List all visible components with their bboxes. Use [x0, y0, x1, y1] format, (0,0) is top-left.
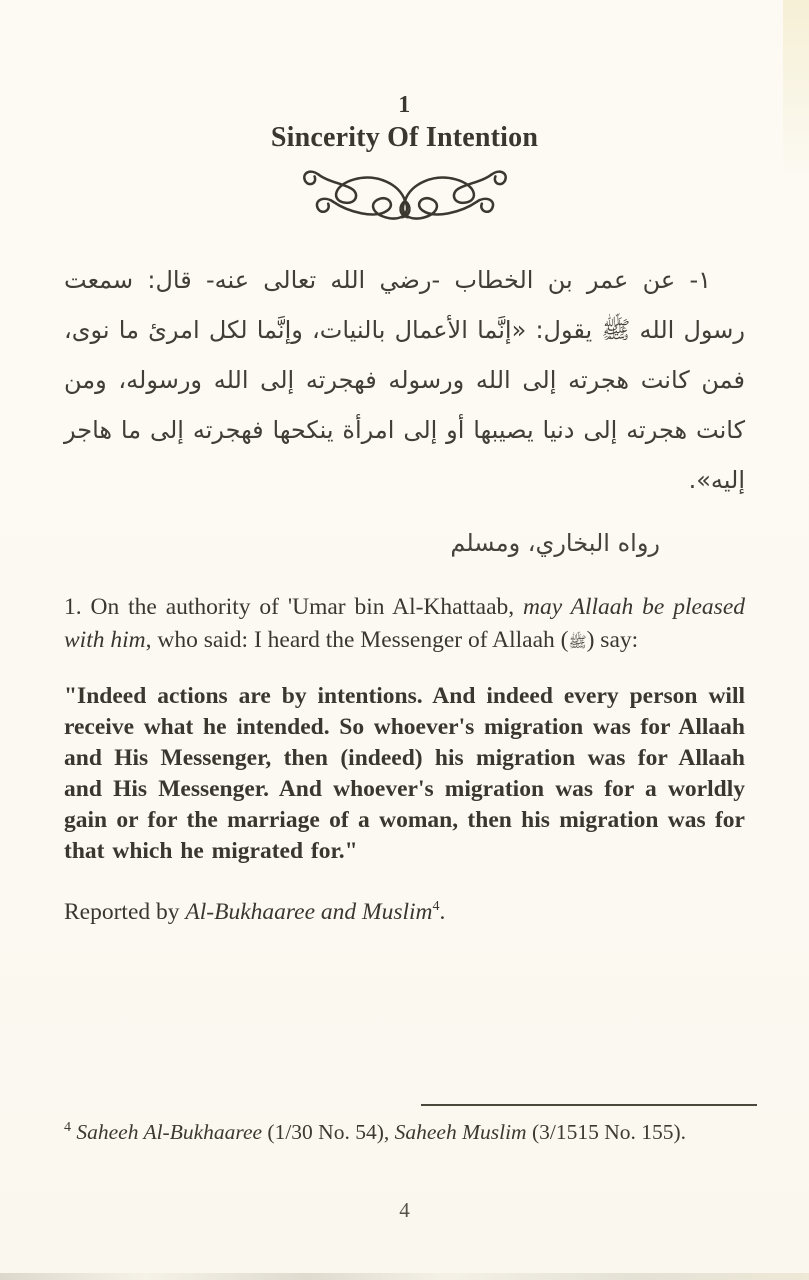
english-reported-by: Reported by Al-Bukhaaree and Muslim$^4$.	[64, 898, 446, 925]
chapter-number: 1	[398, 92, 411, 118]
footnote-divider	[421, 1104, 757, 1106]
english-narration-intro: 1. On the authority of 'Umar bin Al-Khattaab, may Allaah be pleased with him, who said: I heard the Messenger of Allaah (ﷺ) say:	[64, 594, 746, 654]
footnote-area	[64, 1104, 757, 1167]
chapter-title: Sincerity Of Intention	[270, 122, 539, 154]
arabic-attribution: رواه البخاري، ومسلم	[450, 529, 660, 558]
page-number: 4	[399, 1198, 410, 1222]
chapter-header	[64, 0, 745, 231]
flourish-ornament-icon	[64, 156, 745, 231]
scan-edge-tint	[783, 0, 809, 180]
footnote-text: $^4$ Saheeh Al-Bukhaaree (1/30 No. 54), Saheeh Muslim (3/1515 No. 155).	[64, 1119, 687, 1144]
english-hadith-translation: "Indeed actions are by intentions. And indeed every person will receive what he intended. So whoever's migration was for Allaah and His Messenger, then (indeed) his migration was for Allaah and His Messenger. And whoever's migration was for a worldly gain or for the marriage of a woman, then his migration was for that which he migrated for."	[64, 682, 745, 864]
arabic-hadith-text: ١- عن عمر بن الخطاب -رضي الله تعالى عنه- قال: سمعت رسول الله ﷺ يقول: «إنَّما الأعمال بالنيات، وإنَّما لكل امرئ ما نوى، فمن كانت هجرته إلى الله ورسوله فهجرته إلى الله ورسوله، ومن كانت هجرته إلى دنيا يصيبها أو إلى امرأة ينكحها فهجرته إلى ما هاجر إليه».	[64, 266, 745, 495]
